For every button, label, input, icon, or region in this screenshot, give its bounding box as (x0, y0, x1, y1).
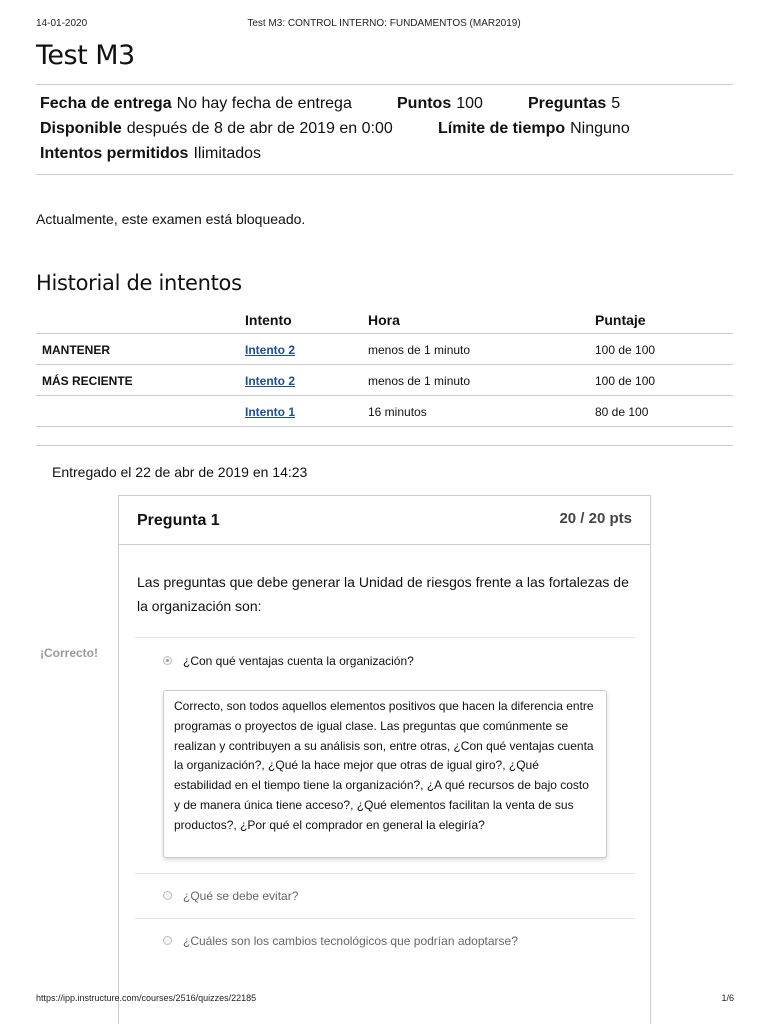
questions-count (528, 95, 620, 113)
points-value: 100 (456, 95, 483, 112)
available (40, 120, 393, 138)
divider (36, 174, 733, 175)
attempts-label: Intentos permitidos (40, 145, 189, 162)
attempt-score: 100 de 100 (595, 343, 656, 357)
table-row (36, 333, 733, 365)
page-title: Test M3 (36, 40, 135, 71)
answer-divider (135, 637, 635, 638)
question-title: Pregunta 1 (137, 512, 220, 529)
points (397, 95, 483, 113)
table-row (36, 395, 733, 427)
attempt-time: menos de 1 minuto (368, 374, 471, 388)
divider (36, 445, 733, 446)
answer-divider (135, 873, 635, 874)
print-url: https://ipp.instructure.com/courses/2516/quizzes/22185 (36, 993, 257, 1003)
answer-label: ¿Cuáles son los cambios tecnológicos que podrían adoptarse? (183, 934, 518, 948)
question-points: 20 / 20 pts (559, 510, 632, 527)
attempt-time: 16 minutos (368, 405, 427, 419)
radio-icon[interactable] (163, 891, 172, 900)
column-header-score: Puntaje (595, 312, 646, 328)
radio-icon[interactable] (163, 936, 172, 945)
time-limit-label: Límite de tiempo (438, 120, 566, 137)
attempt-score: 80 de 100 (595, 405, 649, 419)
attempts-allowed (40, 145, 261, 163)
lock-message: Actualmente, este examen está bloqueado. (36, 211, 306, 227)
questions-value: 5 (611, 95, 621, 112)
attempt-link[interactable]: Intento 2 (245, 374, 295, 388)
points-label: Puntos (397, 95, 452, 112)
questions-label: Preguntas (528, 95, 607, 112)
time-limit (438, 120, 630, 138)
due-date (40, 95, 352, 113)
attempt-score: 100 de 100 (595, 374, 656, 388)
print-page-number: 1/6 (721, 993, 734, 1003)
available-label: Disponible (40, 120, 122, 137)
correct-indicator: ¡Correcto! (40, 646, 99, 660)
time-limit-value: Ninguno (570, 120, 630, 137)
attempt-tag: MÁS RECIENTE (42, 374, 133, 388)
attempt-link[interactable]: Intento 1 (245, 405, 295, 419)
table-bottom-border (36, 426, 733, 427)
radio-selected-icon[interactable] (163, 656, 172, 665)
question-text: Las preguntas que debe generar la Unidad de riesgos frente a las fortalezas de la organización son: (137, 574, 629, 614)
due-date-value: No hay fecha de entrega (176, 95, 352, 112)
answer-label: ¿Con qué ventajas cuenta la organización? (183, 654, 414, 668)
due-date-label: Fecha de entrega (40, 95, 172, 112)
answer-divider (135, 918, 635, 919)
question-header (119, 496, 650, 545)
available-value: después de 8 de abr de 2019 en 0:00 (126, 120, 393, 137)
answer-label: ¿Qué se debe evitar? (183, 889, 299, 903)
question-card (118, 495, 651, 1024)
print-document-title: Test M3: CONTROL INTERNO: FUNDAMENTOS (MAR2019) (247, 18, 521, 29)
attempt-link[interactable]: Intento 2 (245, 343, 295, 357)
attempts-value: Ilimitados (193, 145, 262, 162)
attempt-time: menos de 1 minuto (368, 343, 471, 357)
table-row (36, 364, 733, 396)
submitted-date: Entregado el 22 de abr de 2019 en 14:23 (52, 464, 308, 480)
column-header-time: Hora (368, 312, 400, 328)
attempt-tag: MANTENER (42, 343, 110, 357)
divider (36, 84, 733, 85)
print-date: 14-01-2020 (36, 18, 88, 29)
answer-feedback: Correcto, son todos aquellos elementos positivos que hacen la diferencia entre programas o proyectos de igual clase. Las preguntas que comúnmente se realizan y contribuyen a su análisis son, entre otras, ¿Con qué ventajas cuenta la organización?, ¿Qué la hace mejor que otras de igual giro?, ¿Qué estabilidad en el tiempo tiene la organización?, ¿A qué recursos de bajo costo y de manera única tiene acceso?, ¿Qué elementos facilitan la venta de sus productos?, ¿Por qué el comprador en general la elegiría? (163, 690, 607, 858)
column-header-attempt: Intento (245, 312, 292, 328)
history-title: Historial de intentos (36, 271, 242, 295)
